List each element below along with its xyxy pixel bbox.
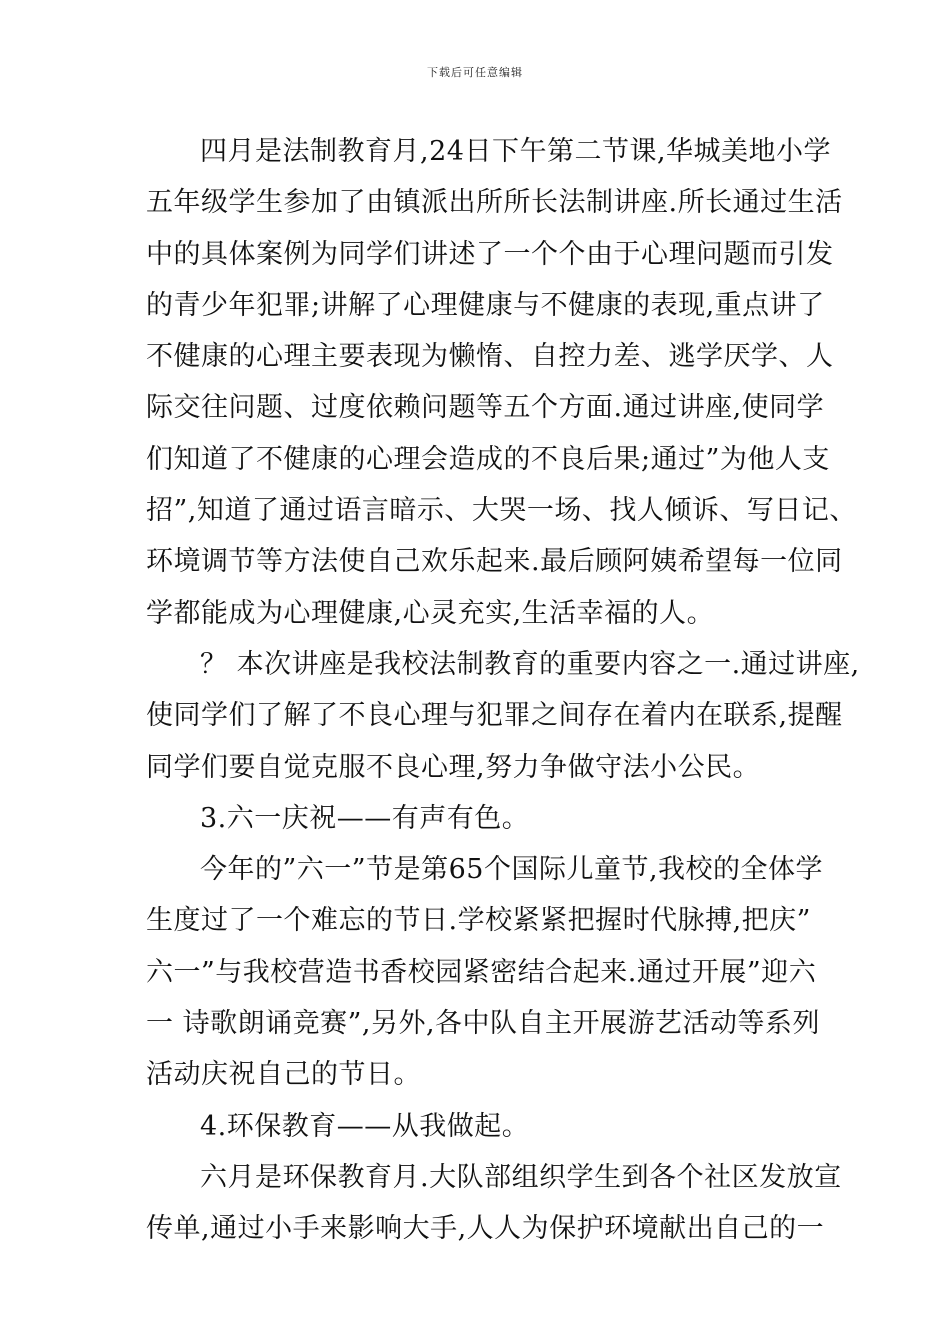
paragraph-line: 不健康的心理主要表现为懒惰、自控力差、逃学厌学、人 [146, 341, 834, 373]
paragraph-line: 六月是环保教育月.大队部组织学生到各个社区发放宣 [200, 1161, 842, 1193]
paragraph-line: 中的具体案例为同学们讲述了一个个由于心理问题而引发 [146, 238, 834, 270]
paragraph-line: 活动庆祝自己的节日。 [146, 1059, 421, 1091]
paragraph-line: 五年级学生参加了由镇派出所所长法制讲座.所长通过生活 [146, 187, 843, 219]
document-body [146, 126, 860, 1255]
paragraph-line: 四月是法制教育月,24日下午第二节课,华城美地小学 [200, 136, 832, 167]
paragraph-line: 学都能成为心理健康,心灵充实,生活幸福的人。 [146, 597, 715, 629]
paragraph-line: 环境调节等方法使自己欢乐起来.最后顾阿姨希望每一位同 [146, 546, 843, 578]
paragraph-line: 招”,知道了通过语言暗示、大哭一场、找人倾诉、写日记、 [146, 495, 857, 527]
section-heading: 3.六一庆祝——有声有色。 [200, 802, 530, 834]
paragraph-line: 一 诗歌朗诵竞赛”,另外,各中队自主开展游艺活动等系列 [146, 1008, 821, 1040]
paragraph-line: 同学们要自觉克服不良心理,努力争做守法小公民。 [146, 751, 761, 783]
page-header: 下载后可任意编辑 [427, 66, 523, 79]
section-heading: 4.环保教育——从我做起。 [200, 1110, 530, 1142]
paragraph-line: 们知道了不健康的心理会造成的不良后果;通过”为他人支 [146, 443, 830, 475]
paragraph-line: ？ 本次讲座是我校法制教育的重要内容之一.通过讲座, [200, 648, 860, 680]
paragraph-line: 今年的”六一”节是第65个国际儿童节,我校的全体学 [200, 854, 824, 886]
paragraph-line: 生度过了一个难忘的节日.学校紧紧把握时代脉搏,把庆” [146, 905, 811, 937]
paragraph-line: 的青少年犯罪;讲解了心理健康与不健康的表现,重点讲了 [146, 289, 825, 321]
paragraph-line: 传单,通过小手来影响大手,人人为保护环境献出自己的一 [146, 1213, 825, 1245]
paragraph-line: 使同学们了解了不良心理与犯罪之间存在着内在联系,提醒 [146, 700, 843, 732]
paragraph-line: 六一”与我校营造书香校园紧密结合起来.通过开展”迎六 [146, 956, 817, 988]
paragraph-line: 际交往问题、过度依赖问题等五个方面.通过讲座,使同学 [146, 392, 825, 424]
